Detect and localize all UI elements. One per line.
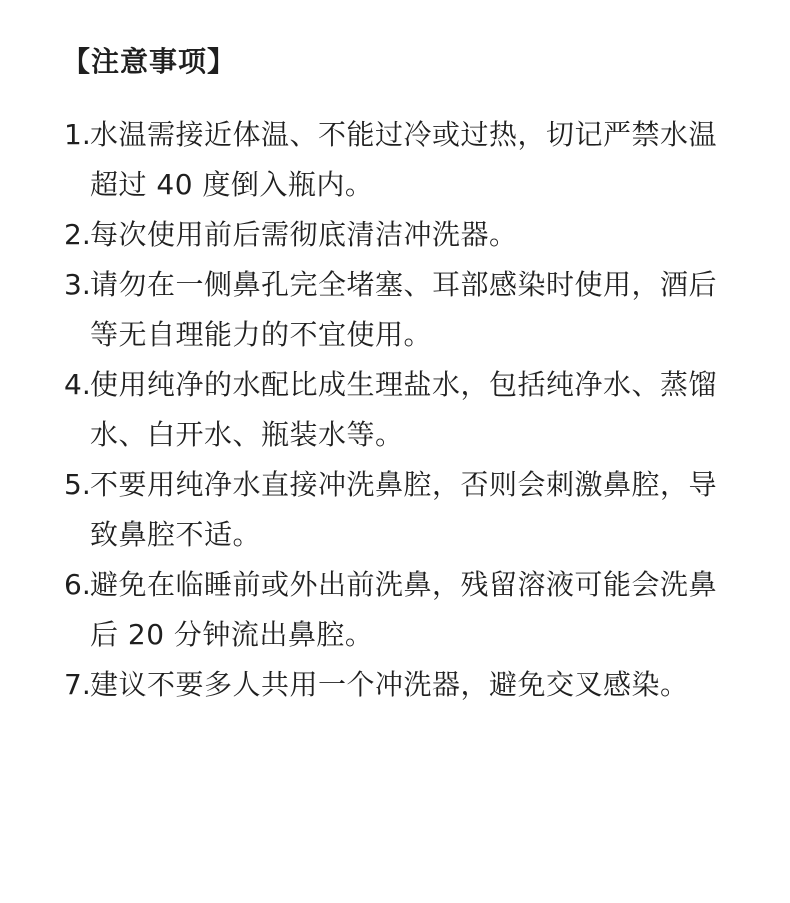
item-number: 4. bbox=[64, 368, 91, 401]
list-item bbox=[64, 560, 744, 660]
list-item bbox=[64, 460, 744, 560]
item-number: 7. bbox=[64, 668, 91, 701]
page-title: 【注意事项】 bbox=[62, 45, 237, 78]
item-number: 2. bbox=[64, 218, 91, 251]
item-text: 请勿在一侧鼻孔完全堵塞、耳部感染时使用，酒后等无自理能力的不宜使用。 bbox=[90, 268, 718, 351]
item-text: 每次使用前后需彻底清洁冲洗器。 bbox=[90, 218, 518, 251]
list-item bbox=[64, 260, 744, 360]
list-item bbox=[64, 210, 744, 260]
item-number: 3. bbox=[64, 268, 91, 301]
list-item bbox=[64, 360, 744, 460]
item-text: 避免在临睡前或外出前洗鼻，残留溶液可能会洗鼻后 20 分钟流出鼻腔。 bbox=[90, 568, 718, 651]
item-text: 使用纯净的水配比成生理盐水，包括纯净水、蒸馏水、白开水、瓶装水等。 bbox=[90, 368, 718, 451]
item-number: 5. bbox=[64, 468, 91, 501]
list-item bbox=[64, 110, 744, 210]
item-number: 6. bbox=[64, 568, 91, 601]
item-number: 1. bbox=[64, 118, 91, 151]
notes-list bbox=[64, 110, 744, 710]
item-text: 水温需接近体温、不能过冷或过热，切记严禁水温超过 40 度倒入瓶内。 bbox=[90, 118, 718, 201]
item-text: 建议不要多人共用一个冲洗器，避免交叉感染。 bbox=[90, 668, 689, 701]
item-text: 不要用纯净水直接冲洗鼻腔，否则会刺激鼻腔，导致鼻腔不适。 bbox=[90, 468, 718, 551]
list-item bbox=[64, 660, 744, 710]
